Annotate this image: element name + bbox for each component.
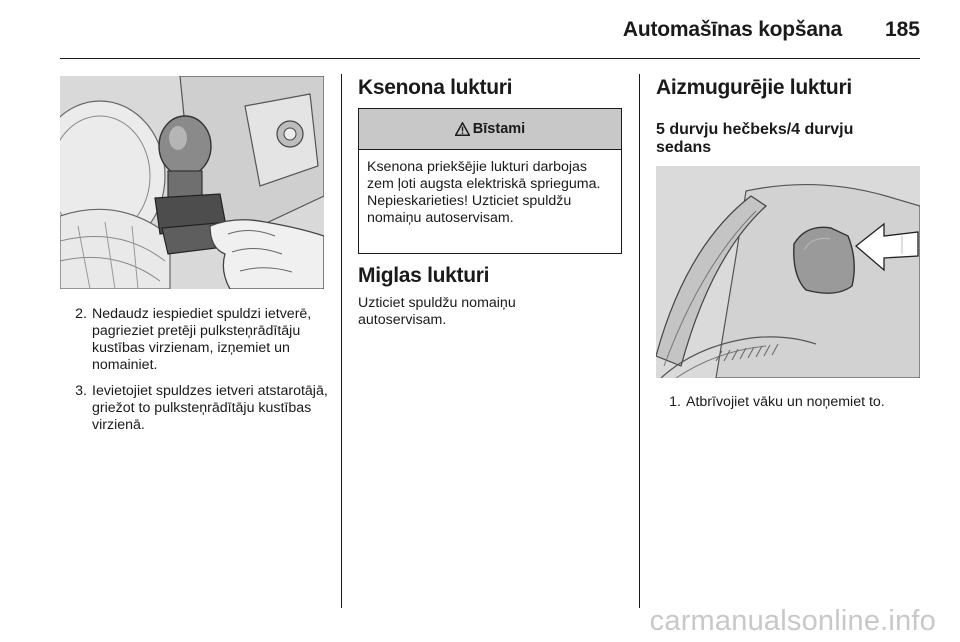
step-item xyxy=(62,383,330,434)
warning-triangle-icon xyxy=(455,122,470,136)
column-divider-left xyxy=(341,74,342,608)
rear-trim-cover-illustration xyxy=(656,166,920,378)
step-number: 2. xyxy=(75,306,87,322)
rear-lights-heading: Aizmugurējie lukturi xyxy=(656,76,852,99)
step-item xyxy=(656,394,924,411)
warning-box xyxy=(358,108,622,254)
page-number: 185 xyxy=(884,18,920,41)
xenon-heading: Ksenona lukturi xyxy=(358,76,513,99)
warning-label: Bīstami xyxy=(472,121,526,137)
step-number: 3. xyxy=(75,383,87,399)
rear-lights-subheading: 5 durvju hečbeks/4 durvju sedans xyxy=(656,121,854,156)
fog-heading: Miglas lukturi xyxy=(358,264,490,287)
left-step-list xyxy=(62,306,330,443)
header-rule xyxy=(60,58,920,59)
step-item xyxy=(62,306,330,374)
step-text: Ievietojiet spuldzes ietveri atstarotājā, griežot to pulksteņrādītāju kustības virzienā. xyxy=(92,383,328,433)
step-text: Atbrīvojiet vāku un noņemiet to. xyxy=(686,394,885,410)
step-number: 1. xyxy=(669,394,681,410)
right-step-list xyxy=(656,394,924,420)
column-divider-right xyxy=(639,74,640,608)
watermark: carmanualsonline.info xyxy=(649,605,936,637)
chapter-title: Automašīnas kopšana xyxy=(622,18,842,41)
fog-text: Uzticiet spuldžu nomaiņu autoservisam. xyxy=(358,295,516,328)
step-text: Nedaudz iespiediet spuldzi ietverē, pagrieziet pretēji pulksteņrādītāju kustības virzienam, izņemiet un nomainiet. xyxy=(92,306,312,373)
bulb-socket-illustration xyxy=(60,76,324,289)
warning-header xyxy=(359,109,621,150)
warning-text: Ksenona priekšējie lukturi darbojas zem ļoti augsta elektriskā sprieguma. Nepieskarieties! Uzticiet spuldžu nomaiņu autoservisam. xyxy=(367,159,601,226)
